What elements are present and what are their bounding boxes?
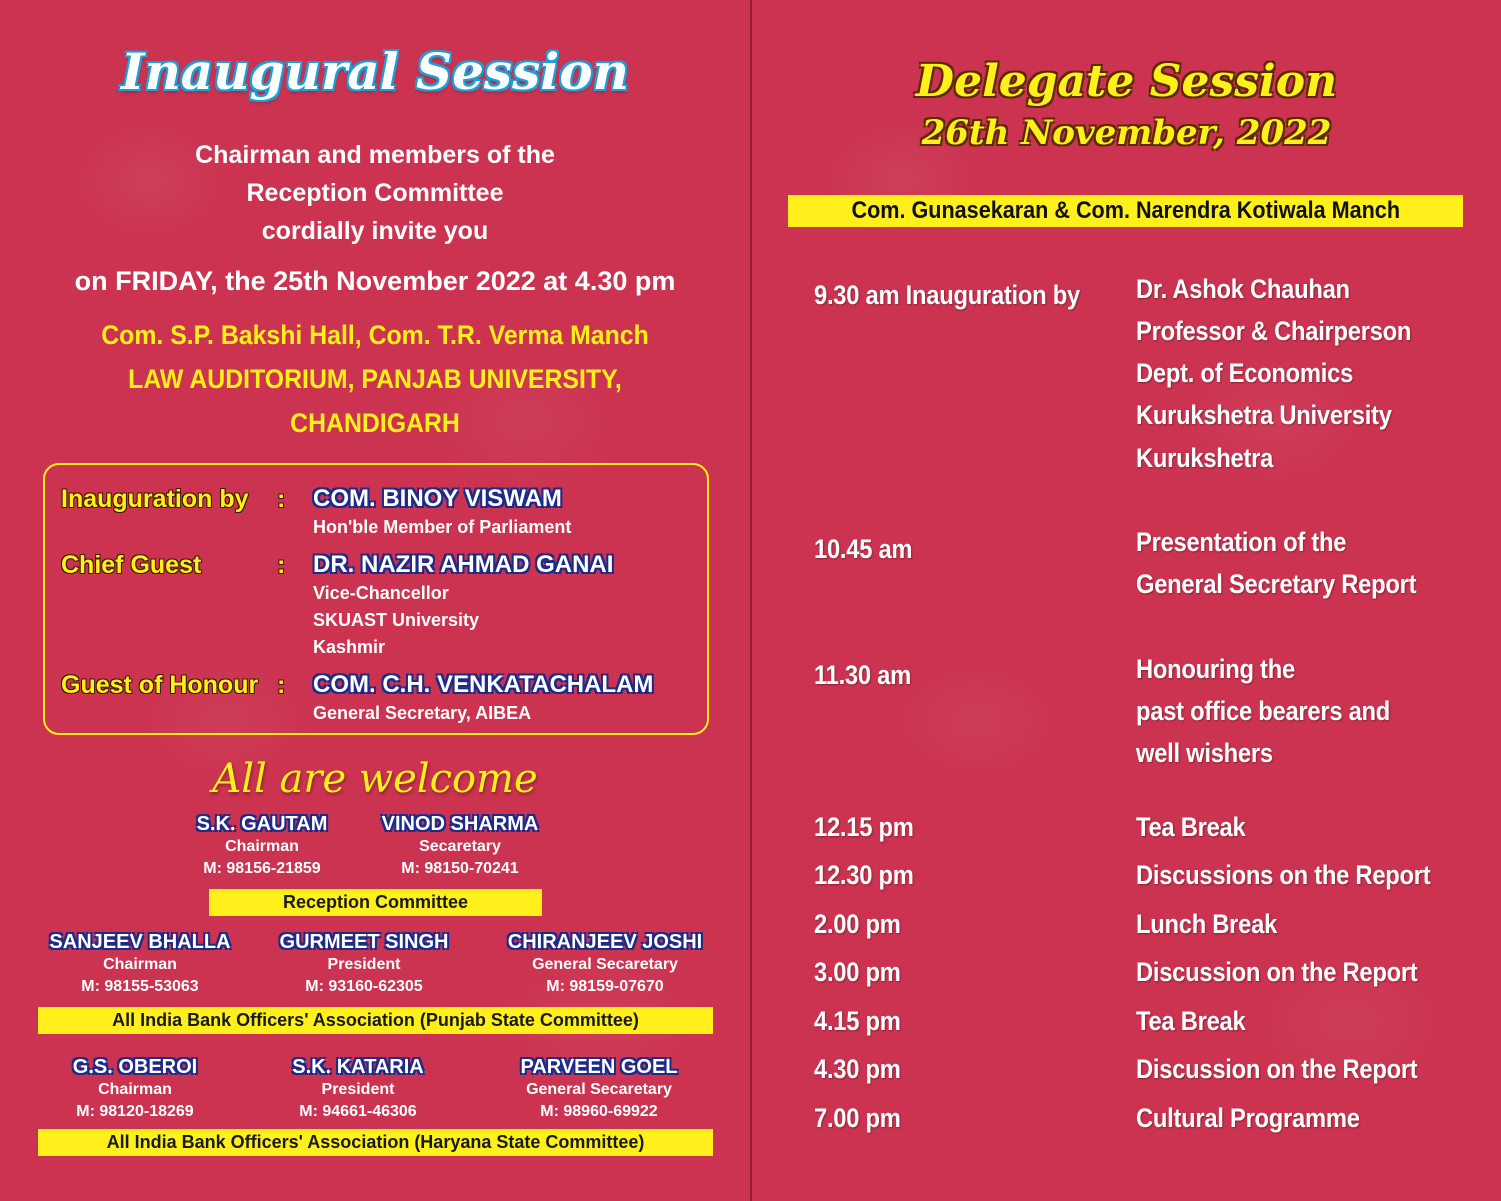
reception-committee-banner: Reception Committee (209, 889, 542, 916)
schedule-time: 4.15 pm (814, 1006, 901, 1036)
member-name: CHIRANJEEV JOSHI (507, 931, 703, 953)
schedule-event: Presentation of the (1136, 527, 1347, 557)
member-role: President (327, 956, 401, 973)
punjab-member (30, 931, 250, 998)
member-role: Chairman (225, 838, 299, 855)
member-role: General Secaretary (526, 1081, 672, 1098)
invite-line: Reception Committee (246, 179, 504, 207)
member-role: Chairman (98, 1081, 172, 1098)
schedule-time: 11.30 am (814, 660, 911, 690)
haryana-member (484, 1056, 714, 1123)
haryana-member (25, 1056, 245, 1123)
venue-text (30, 313, 720, 445)
guest-separator: : (277, 671, 286, 699)
guest-separator: : (277, 551, 286, 579)
member-mobile: M: 98159-07670 (546, 978, 664, 995)
member-role: Secaretary (419, 838, 501, 855)
schedule-time: 2.00 pm (814, 909, 901, 939)
schedule-time: 7.00 pm (814, 1103, 901, 1133)
guest-label: Guest of Honour (61, 671, 259, 699)
guest-detail: Vice-Chancellor (313, 583, 449, 603)
guest-detail: SKUAST University (313, 610, 480, 630)
reception-member (162, 813, 362, 880)
schedule-event: Tea Break (1136, 812, 1246, 842)
invite-line: cordially invite you (261, 217, 489, 245)
guest-detail: Kashmir (313, 637, 386, 657)
welcome-text: All are welcome (212, 756, 538, 802)
member-name: S.K. KATARIA (292, 1056, 424, 1078)
guest-detail: General Secretary, AIBEA (313, 703, 532, 723)
schedule-event: well wishers (1136, 738, 1273, 768)
schedule-event: Dr. Ashok Chauhan (1136, 274, 1350, 304)
guest-separator: : (277, 485, 286, 513)
member-name: SANJEEV BHALLA (49, 931, 231, 953)
member-mobile: M: 94661-46306 (299, 1103, 417, 1120)
invite-text (0, 136, 750, 250)
venue-line: Com. S.P. Bakshi Hall, Com. T.R. Verma Manch (101, 320, 649, 350)
guest-name: DR. NAZIR AHMAD GANAI (313, 551, 614, 578)
schedule-event: Lunch Break (1136, 909, 1278, 939)
guest-label: Inauguration by (61, 485, 249, 513)
guest-name: COM. C.H. VENKATACHALAM (313, 671, 654, 698)
member-role: President (321, 1081, 395, 1098)
schedule-time: 12.15 pm (814, 812, 914, 842)
manch-banner (788, 195, 1463, 227)
member-name: GURMEET SINGH (279, 931, 449, 953)
schedule-event: Cultural Programme (1136, 1103, 1360, 1133)
member-mobile: M: 98150-70241 (401, 860, 519, 877)
haryana-member (248, 1056, 468, 1123)
member-mobile: M: 98155-53063 (81, 978, 199, 995)
guest-detail: Hon'ble Member of Parliament (313, 517, 572, 537)
member-name: S.K. GAUTAM (196, 813, 328, 835)
schedule-event: General Secretary Report (1136, 569, 1417, 599)
guests-box (43, 463, 709, 735)
guest-name: COM. BINOY VISWAM (313, 485, 562, 512)
schedule-event: Kurukshetra (1136, 443, 1274, 473)
date-line: on FRIDAY, the 25th November 2022 at 4.30 pm (74, 266, 676, 296)
venue-line: LAW AUDITORIUM, PANJAB UNIVERSITY, (128, 364, 622, 394)
schedule-time: 10.45 am (814, 534, 913, 564)
member-role: General Secaretary (532, 956, 678, 973)
guest-label: Chief Guest (61, 551, 202, 579)
member-name: G.S. OBEROI (72, 1056, 198, 1078)
member-name: VINOD SHARMA (381, 813, 539, 835)
manch-text: Com. Gunasekaran & Com. Narendra Kotiwala Manch (851, 197, 1400, 224)
member-mobile: M: 98960-69922 (540, 1103, 658, 1120)
member-role: Chairman (103, 956, 177, 973)
schedule-event: Tea Break (1136, 1006, 1246, 1036)
member-mobile: M: 93160-62305 (305, 978, 423, 995)
schedule-time: 9.30 am Inauguration by (814, 280, 1080, 310)
punjab-member (254, 931, 474, 998)
member-mobile: M: 98120-18269 (76, 1103, 194, 1120)
inaugural-panel (0, 0, 750, 1201)
delegate-title: Delegate Session (915, 56, 1338, 107)
schedule-event: Discussions on the Report (1136, 860, 1431, 890)
punjab-member (490, 931, 720, 998)
member-name: PARVEEN GOEL (520, 1056, 678, 1078)
schedule-time: 12.30 pm (814, 860, 914, 890)
schedule-event: Kurukshetra University (1136, 400, 1392, 430)
schedule-time: 4.30 pm (814, 1054, 901, 1084)
reception-member (360, 813, 560, 880)
delegate-date: 26th November, 2022 (921, 113, 1332, 153)
invite-line: Chairman and members of the (195, 141, 555, 169)
schedule-event: past office bearers and (1136, 696, 1391, 726)
schedule-time: 3.00 pm (814, 957, 901, 987)
haryana-committee-banner: All India Bank Officers' Association (Haryana State Committee) (38, 1129, 713, 1156)
schedule-event: Honouring the (1136, 654, 1295, 684)
punjab-committee-banner: All India Bank Officers' Association (Punjab State Committee) (38, 1007, 713, 1034)
schedule-event: Dept. of Economics (1136, 358, 1354, 388)
venue-line: CHANDIGARH (290, 408, 460, 438)
member-mobile: M: 98156-21859 (203, 860, 321, 877)
schedule-event: Discussion on the Report (1136, 957, 1418, 987)
schedule-event: Professor & Chairperson (1136, 316, 1412, 346)
inaugural-title: Inaugural Session (121, 42, 629, 101)
schedule-event: Discussion on the Report (1136, 1054, 1418, 1084)
delegate-panel (752, 0, 1501, 1201)
